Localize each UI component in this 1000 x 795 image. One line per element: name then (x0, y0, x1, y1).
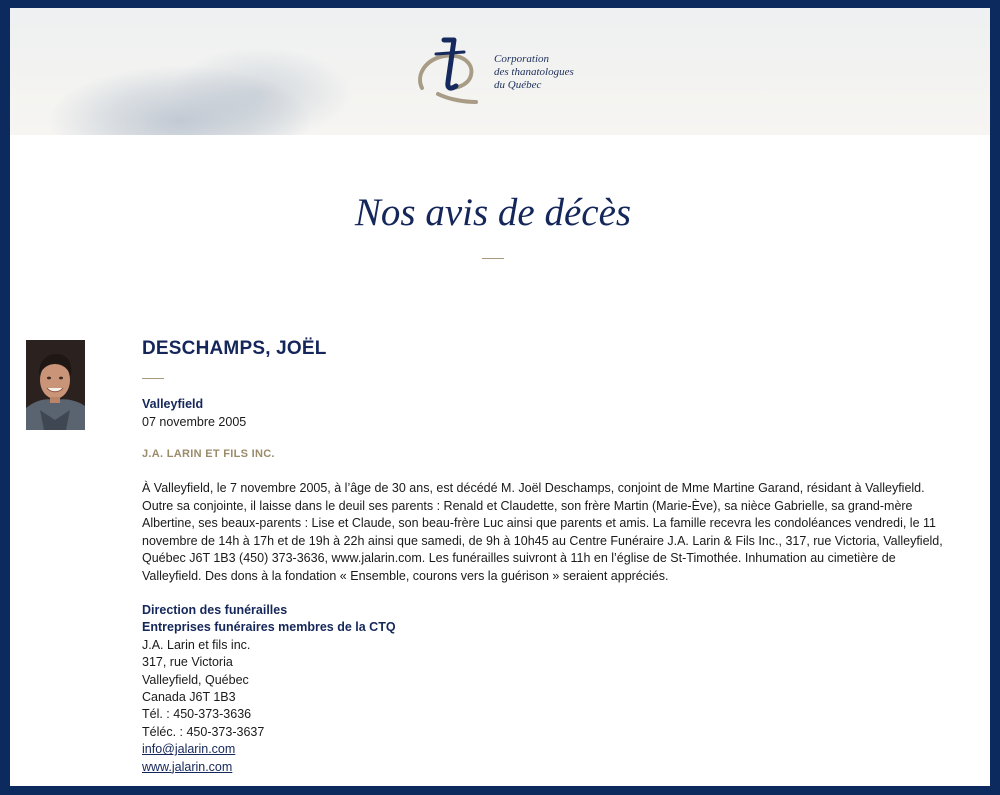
direction-heading: Direction des funérailles (142, 603, 288, 617)
ctq-logo-mark-icon (410, 30, 490, 110)
direction-subheading: Entreprises funéraires membres de la CTQ (142, 620, 396, 635)
deceased-name: DESCHAMPS, JOËL (142, 338, 327, 359)
name-divider (142, 378, 164, 379)
notice-date: 07 novembre 2005 (142, 415, 247, 429)
company-street: 317, rue Victoria (142, 655, 233, 670)
funeral-home-label: J.A. LARIN ET FILS INC. (142, 448, 275, 460)
logo-wordmark (494, 53, 574, 92)
ctq-logo[interactable] (410, 30, 590, 110)
page-title: Nos avis de décès (354, 191, 632, 234)
notice-city: Valleyfield (142, 397, 204, 411)
company-city: Valleyfield, Québec (142, 672, 249, 687)
website-link[interactable]: www.jalarin.com (142, 759, 233, 774)
logo-line: du Québec (494, 79, 542, 91)
title-divider (482, 258, 504, 259)
company-country: Canada J6T 1B3 (142, 690, 236, 705)
email-link[interactable]: info@jalarin.com (142, 742, 236, 757)
header-banner (10, 8, 990, 135)
company-fax: Téléc. : 450-373-3637 (142, 724, 265, 739)
company-phone: Tél. : 450-373-3636 (142, 707, 252, 722)
logo-line: des thanatologues (494, 66, 574, 78)
obituary-text: À Valleyfield, le 7 novembre 2005, à l’âge de 30 ans, est décédé M. Joël Deschamps, conjoint de Mme Martine Garand, résidant à Valleyfield. Outre sa conjointe, il laisse dans le deuil ses parents : Renald et Claudette, son frère Martin (Marie-Ève), sa nièce Gabrielle, sa grand-mère Albertine, ses beaux-parents : Lise et Claude, son beau-frère Luc ainsi que parents et amis. La famille recevra les condoléances vendredi, le 11 novembre de 14h à 17h et de 19h à 22h ainsi que samedi, de 9h à 10h45 au Centre Funéraire J.A. Larin & Fils Inc., 317, rue Victoria, Valleyfield, Québec J6T 1B3 (450) 373-3636, www.jalarin.com. Les funérailles suivront à 11h en l’église de St-Timothée. Inhumation au cimetière de Valleyfield. Des dons à la fondation « Ensemble, courons vers la guérison » seraient appréciés. (142, 481, 943, 583)
page-frame (10, 8, 990, 786)
funeral-direction-info (142, 602, 396, 776)
deceased-photo (26, 340, 85, 430)
company-name: J.A. Larin et fils inc. (142, 637, 251, 652)
banner-cloud (170, 48, 350, 135)
logo-line: Corporation (494, 53, 550, 65)
notice-content (142, 338, 962, 774)
portrait-image (26, 340, 85, 430)
